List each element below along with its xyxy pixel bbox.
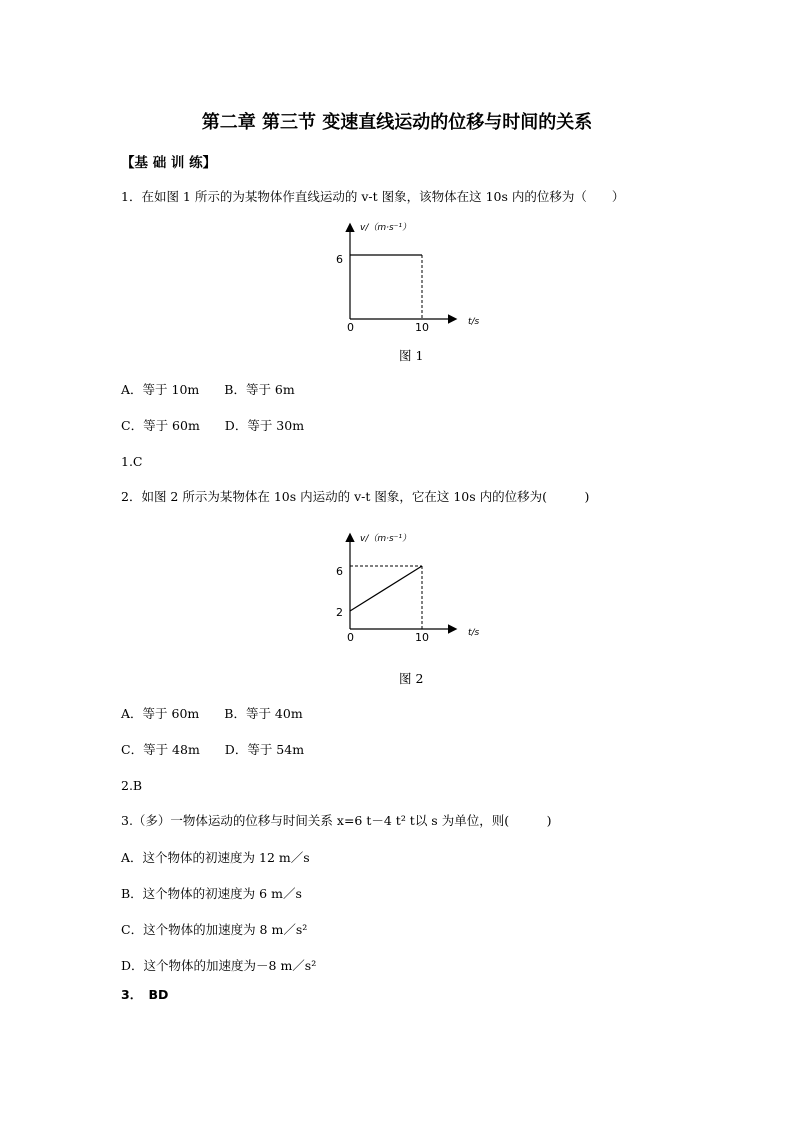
figure-2-xtick: 10: [415, 631, 429, 644]
figure-2-origin: 0: [347, 631, 354, 644]
question-3-option-a: A．这个物体的初速度为 12 m／s: [121, 850, 310, 865]
figure-2-vt-graph: [325, 529, 495, 649]
question-1-options-ab: A．等于 10m B．等于 6m: [121, 382, 295, 397]
figure-1-xlabel: t/s: [468, 317, 480, 327]
question-2-options-cd: C．等于 48m D．等于 54m: [121, 742, 305, 757]
question-3-option-b: B．这个物体的初速度为 6 m／s: [121, 886, 302, 901]
question-2-options-ab: A．等于 60m B．等于 40m: [121, 706, 303, 721]
question-3-answer: 3． BD: [121, 987, 169, 1002]
question-1-answer: 1.C: [121, 454, 143, 469]
question-1-options-cd: C．等于 60m D．等于 30m: [121, 418, 305, 433]
figure-2-caption: 图 2: [399, 671, 424, 686]
figure-1-xtick: 10: [415, 321, 429, 334]
figure-2-ytick-top: 6: [336, 565, 343, 578]
figure-2-ytick-low: 2: [336, 606, 343, 619]
question-3-stem: 3.（多）一物体运动的位移与时间关系 x=6 t－4 t² t以 s 为单位，则( ): [121, 813, 552, 828]
question-1-stem: 1．在如图 1 所示的为某物体作直线运动的 v-t 图象，该物体在这 10s 内的位移为（ ）: [121, 189, 625, 204]
section-heading: 【基 础 训 练】: [121, 155, 217, 171]
figure-2-xlabel: t/s: [468, 628, 480, 638]
figure-1-ylabel: v/（m·s⁻¹）: [360, 223, 412, 233]
figure-1-caption: 图 1: [399, 348, 424, 363]
question-3-option-d: D．这个物体的加速度为－8 m／s²: [121, 958, 317, 973]
question-3-option-c: C．这个物体的加速度为 8 m／s²: [121, 922, 308, 937]
figure-1-vt-graph: [325, 217, 495, 337]
page-title: 第二章 第三节 变速直线运动的位移与时间的关系: [201, 112, 593, 133]
question-2-stem: 2．如图 2 所示为某物体在 10s 内运动的 v-t 图象，它在这 10s 内的位移为( ): [121, 489, 590, 504]
figure-2-ylabel: v/（m·s⁻¹）: [360, 534, 412, 544]
figure-1-origin: 0: [347, 321, 354, 334]
question-2-answer: 2.B: [121, 778, 143, 793]
figure-2-velocity-line: [350, 566, 422, 611]
figure-1-ytick: 6: [336, 253, 343, 266]
